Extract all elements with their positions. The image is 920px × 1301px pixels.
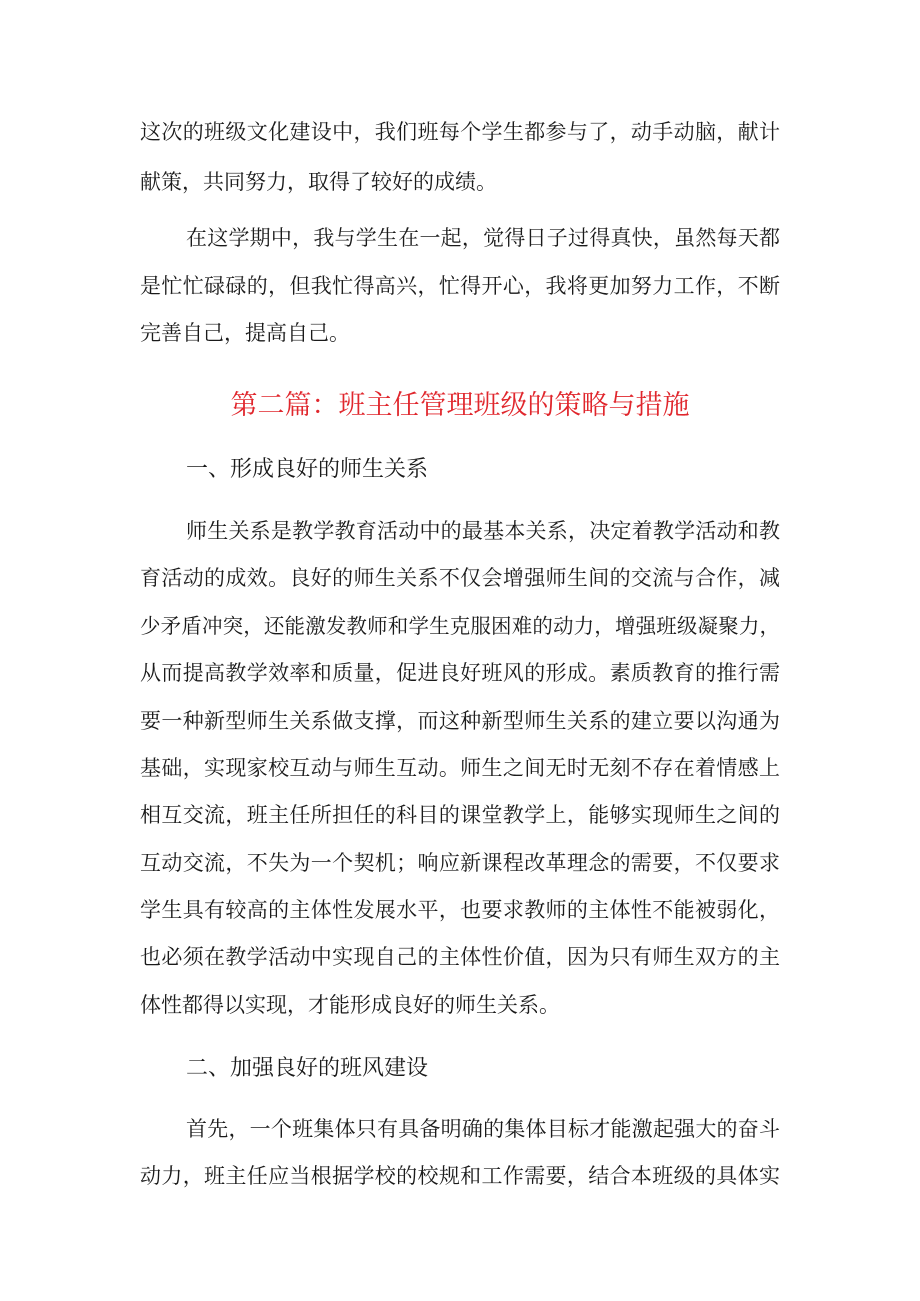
paragraph-line: 基础，实现家校互动与师生互动。师生之间无时无刻不存在着情感上 — [140, 756, 780, 780]
section-title: 第二篇：班主任管理班级的策略与措施 — [230, 390, 690, 421]
paragraph-line: 要一种新型师生关系做支撑，而这种新型师生关系的建立要以沟通为 — [140, 709, 780, 733]
section-heading: 二、加强良好的班风建设 — [186, 1056, 429, 1081]
paragraph-line: 体性都得以实现，才能形成良好的师生关系。 — [140, 993, 560, 1017]
paragraph-line: 动力，班主任应当根据学校的校规和工作需要，结合本班级的具体实 — [140, 1164, 780, 1188]
paragraph-line: 学生具有较高的主体性发展水平，也要求教师的主体性不能被弱化， — [140, 898, 780, 922]
paragraph-line: 献策，共同努力，取得了较好的成绩。 — [140, 170, 497, 194]
paragraph-line: 也必须在教学活动中实现自己的主体性价值，因为只有师生双方的主 — [140, 945, 780, 969]
paragraph-line: 首先，一个班集体只有具备明确的集体目标才能激起强大的奋斗 — [186, 1117, 780, 1141]
paragraph-line: 是忙忙碌碌的，但我忙得高兴，忙得开心，我将更加努力工作，不断 — [140, 274, 780, 298]
paragraph-line: 少矛盾冲突，还能激发教师和学生克服困难的动力，增强班级凝聚力， — [140, 614, 780, 638]
paragraph-line: 互动交流，不失为一个契机；响应新课程改革理念的需要，不仅要求 — [140, 851, 780, 875]
paragraph-line: 师生关系是教学教育活动中的最基本关系，决定着教学活动和教 — [186, 519, 780, 543]
paragraph-line: 这次的班级文化建设中，我们班每个学生都参与了，动手动脑，献计 — [140, 120, 780, 144]
section-heading: 一、形成良好的师生关系 — [186, 457, 429, 482]
paragraph-line: 在这学期中，我与学生在一起，觉得日子过得真快，虽然每天都 — [186, 226, 780, 250]
paragraph-line: 从而提高教学效率和质量，促进良好班风的形成。素质教育的推行需 — [140, 661, 780, 685]
paragraph-line: 相互交流，班主任所担任的科目的课堂教学上，能够实现师生之间的 — [140, 803, 780, 827]
paragraph-line: 完善自己，提高自己。 — [140, 321, 350, 345]
paragraph-line: 育活动的成效。良好的师生关系不仅会增强师生间的交流与合作，减 — [140, 566, 780, 590]
